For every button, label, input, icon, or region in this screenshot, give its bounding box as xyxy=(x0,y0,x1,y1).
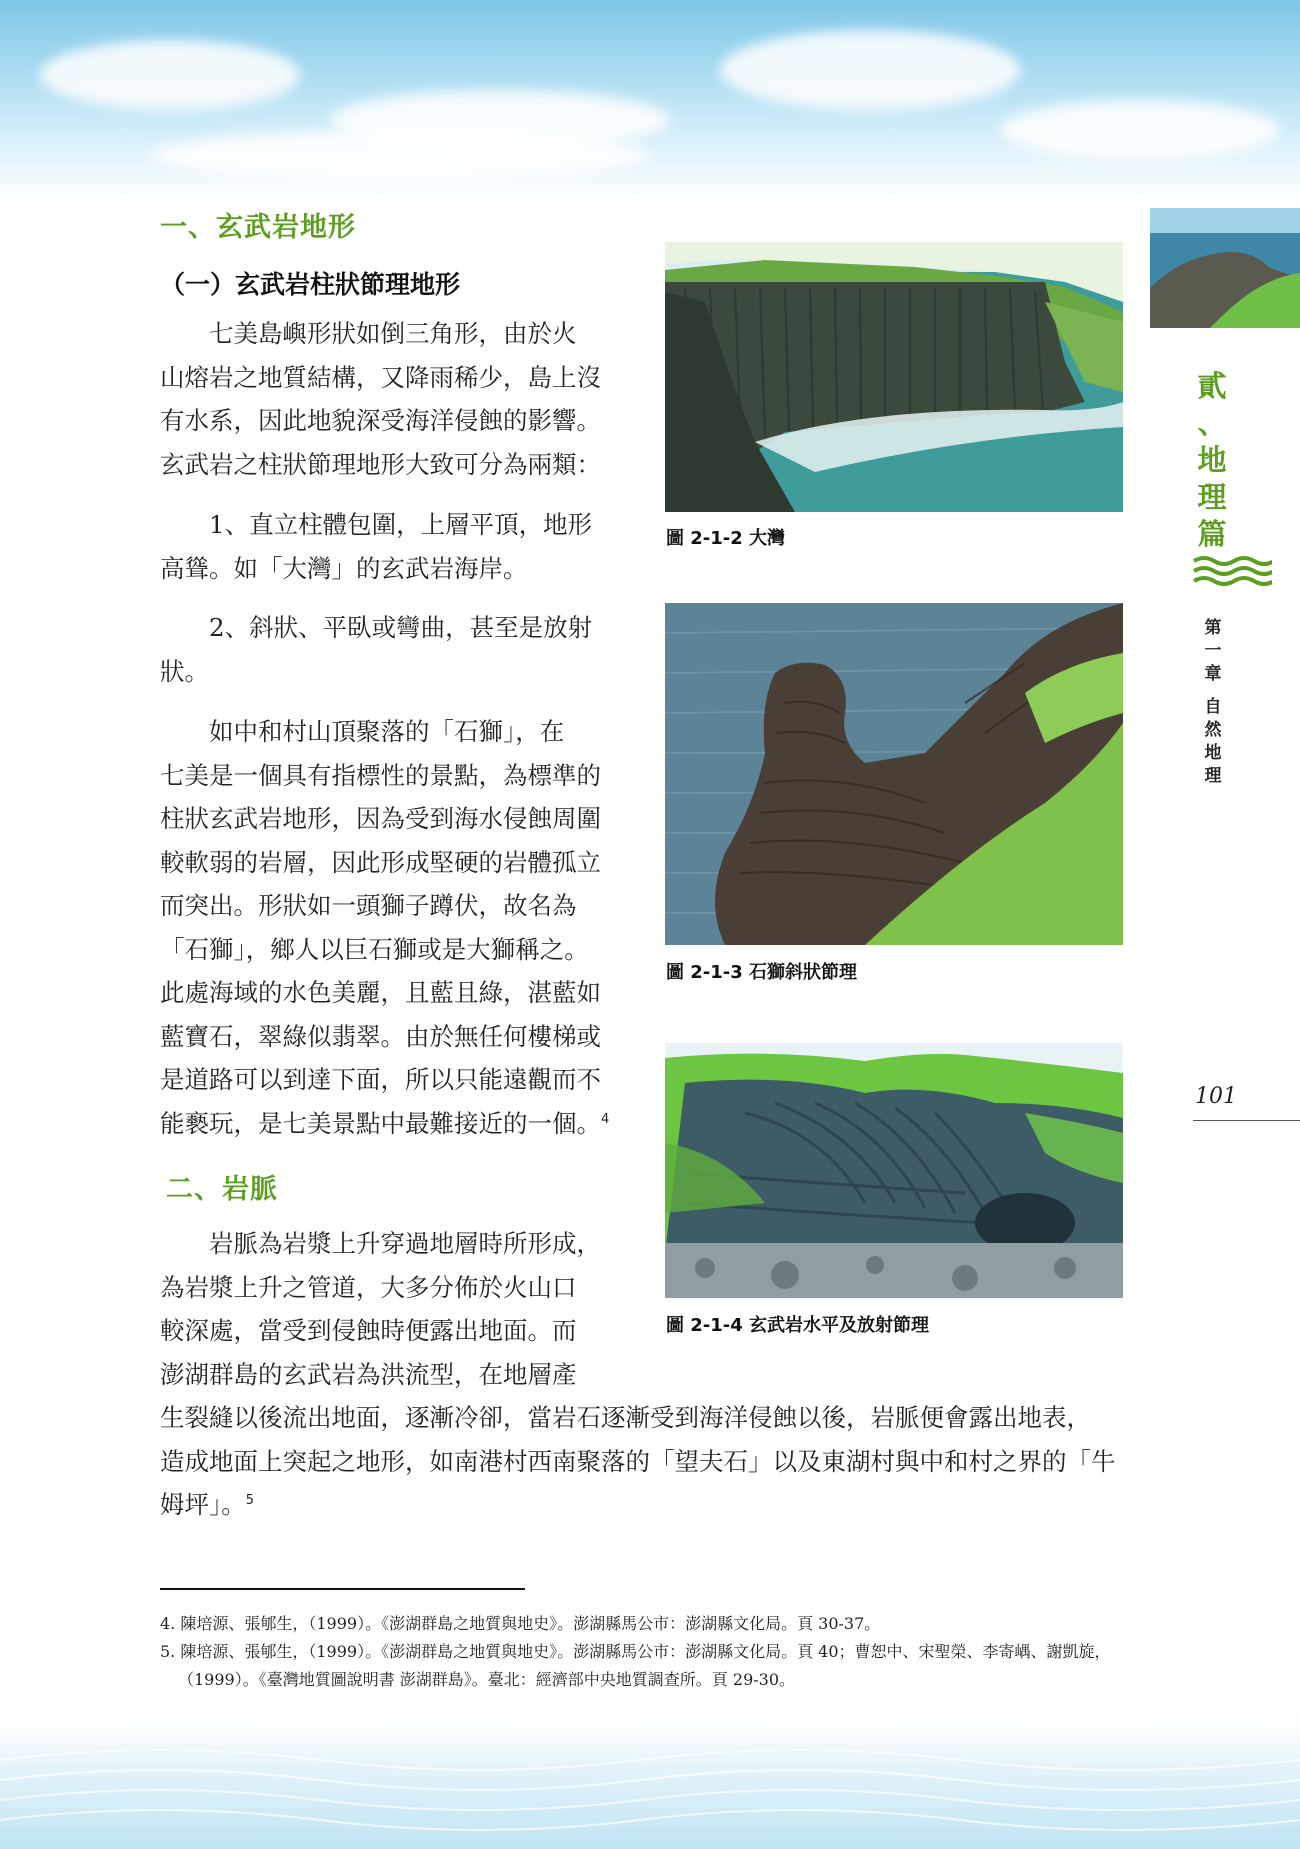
page-number: 101 xyxy=(1195,1084,1237,1109)
part-title-geography xyxy=(1192,368,1232,553)
footnote-ref-4[interactable]: 4 xyxy=(601,1111,610,1127)
footnotes xyxy=(160,1610,1140,1694)
stone-lion-paragraph xyxy=(160,710,612,1145)
figure-caption-2-1-2: 圖 2-1-2 大灣 xyxy=(666,528,786,549)
text-line: 是道路可以到達下面，所以只能遠觀而不 xyxy=(160,1065,601,1094)
section-heading-basalt: 一、玄武岩地形 xyxy=(160,212,356,243)
text-line: 藍寶石，翠綠似翡翠。由於無任何樓梯或 xyxy=(160,1021,601,1051)
chapter-tab-photo xyxy=(1150,208,1300,328)
dike-paragraph-wide xyxy=(160,1396,1140,1527)
dike-paragraph xyxy=(160,1222,612,1396)
tab-char: 貳 xyxy=(1197,369,1227,403)
tab-char: 、 xyxy=(1197,406,1227,440)
tab-char: 地 xyxy=(1197,443,1227,477)
text-line: 此處海域的水色美麗，且藍且綠，湛藍如 xyxy=(160,978,601,1007)
tab-char: 理 xyxy=(1197,480,1227,514)
photo-stone-lion xyxy=(665,603,1123,945)
tab-char: 地 xyxy=(1204,743,1222,763)
text-line: 山熔岩之地質結構，又降雨稀少，島上沒 xyxy=(160,362,601,392)
page-number-rule xyxy=(1193,1120,1300,1121)
figure-caption-2-1-3: 圖 2-1-3 石獅斜狀節理 xyxy=(666,962,858,983)
footnote-5: 5. 陳培源、張郇生，（1999）。《澎湖群島之地質與地史》。澎湖縣馬公市：澎湖縣文化局。頁 40；曹恕中、宋聖榮、李寄嵎、謝凱旋，（1999）。《臺灣地質圖說明書 澎湖群島》。臺北：經濟部中央地質調查所。頁 29-30。 xyxy=(160,1642,1111,1689)
text-line: 較軟弱的岩層，因此形成堅硬的岩體孤立 xyxy=(160,847,601,877)
text-line: 七美是一個具有指標性的景點，為標準的 xyxy=(160,760,601,790)
item-2-paragraph xyxy=(160,606,612,693)
footnote-divider xyxy=(160,1588,525,1590)
photo-radial-joints xyxy=(665,1043,1123,1298)
text-line: 2、斜狀、平臥或彎曲，甚至是放射 xyxy=(209,613,593,642)
subheading-columnar-joint: （一）玄武岩柱狀節理地形 xyxy=(160,270,461,299)
tab-char: 第 xyxy=(1204,618,1222,638)
tab-char: 一 xyxy=(1204,641,1222,661)
sky-header-banner xyxy=(0,0,1300,200)
text-line: 為岩漿上升之管道，大多分佈於火山口 xyxy=(160,1272,577,1302)
text-line: 能褻玩，是七美景點中最難接近的一個。 xyxy=(160,1108,601,1138)
figure-caption-2-1-4: 圖 2-1-4 玄武岩水平及放射節理 xyxy=(666,1315,930,1336)
tab-char: 理 xyxy=(1204,766,1222,786)
text-line: 岩脈為岩漿上升穿過地層時所形成， xyxy=(209,1229,601,1258)
text-line: 澎湖群島的玄武岩為洪流型，在地層產 xyxy=(160,1359,577,1389)
text-line: 造成地面上突起之地形，如南港村西南聚落的「望夫石」以及東湖村與中和村之界的「牛 xyxy=(160,1446,1116,1476)
wave-footer-banner xyxy=(0,1720,1300,1849)
item-1-paragraph xyxy=(160,503,612,590)
text-line: 生裂縫以後流出地面，逐漸冷卻，當岩石逐漸受到海洋侵蝕以後，岩脈便會露出地表， xyxy=(160,1403,1091,1432)
tab-spacer xyxy=(1200,686,1226,696)
footnote-ref-5[interactable]: 5 xyxy=(245,1492,255,1508)
intro-paragraph xyxy=(160,312,612,486)
text-line: 七美島嶼形狀如倒三角形，由於火 xyxy=(209,319,577,348)
footnote-4: 4. 陳培源、張郇生，（1999）。《澎湖群島之地質與地史》。澎湖縣馬公市：澎湖縣文化局。頁 30-37。 xyxy=(160,1614,881,1633)
text-line: 柱狀玄武岩地形，因為受到海水侵蝕周圍 xyxy=(160,804,601,833)
text-line: 姆坪」。 xyxy=(160,1490,246,1519)
text-line: 較深處，當受到侵蝕時便露出地面。而 xyxy=(160,1316,577,1345)
tab-char: 章 xyxy=(1204,664,1222,684)
text-line: 玄武岩之柱狀節理地形大致可分為兩類： xyxy=(160,449,601,479)
section-heading-dike: 二、岩脈 xyxy=(166,1174,278,1205)
text-line: 而突出。形狀如一頭獅子蹲伏，故名為 xyxy=(160,891,577,920)
photo-dawan-cliffs xyxy=(665,242,1123,512)
text-line: 狀。 xyxy=(160,656,209,686)
text-line: 「石獅」，鄉人以巨石獅或是大獅稱之。 xyxy=(160,934,589,964)
tab-char: 然 xyxy=(1204,720,1222,740)
text-line: 有水系，因此地貌深受海洋侵蝕的影響。 xyxy=(160,406,601,435)
text-line: 高聳。如「大灣」的玄武岩海岸。 xyxy=(160,553,528,583)
text-line: 1、直立柱體包圍，上層平頂，地形 xyxy=(209,510,593,539)
tab-char: 自 xyxy=(1204,697,1222,717)
chapter-label xyxy=(1200,617,1226,788)
tab-char: 篇 xyxy=(1197,517,1227,551)
wave-decoration-icon xyxy=(1192,555,1272,591)
text-line: 如中和村山頂聚落的「石獅」，在 xyxy=(209,717,565,746)
